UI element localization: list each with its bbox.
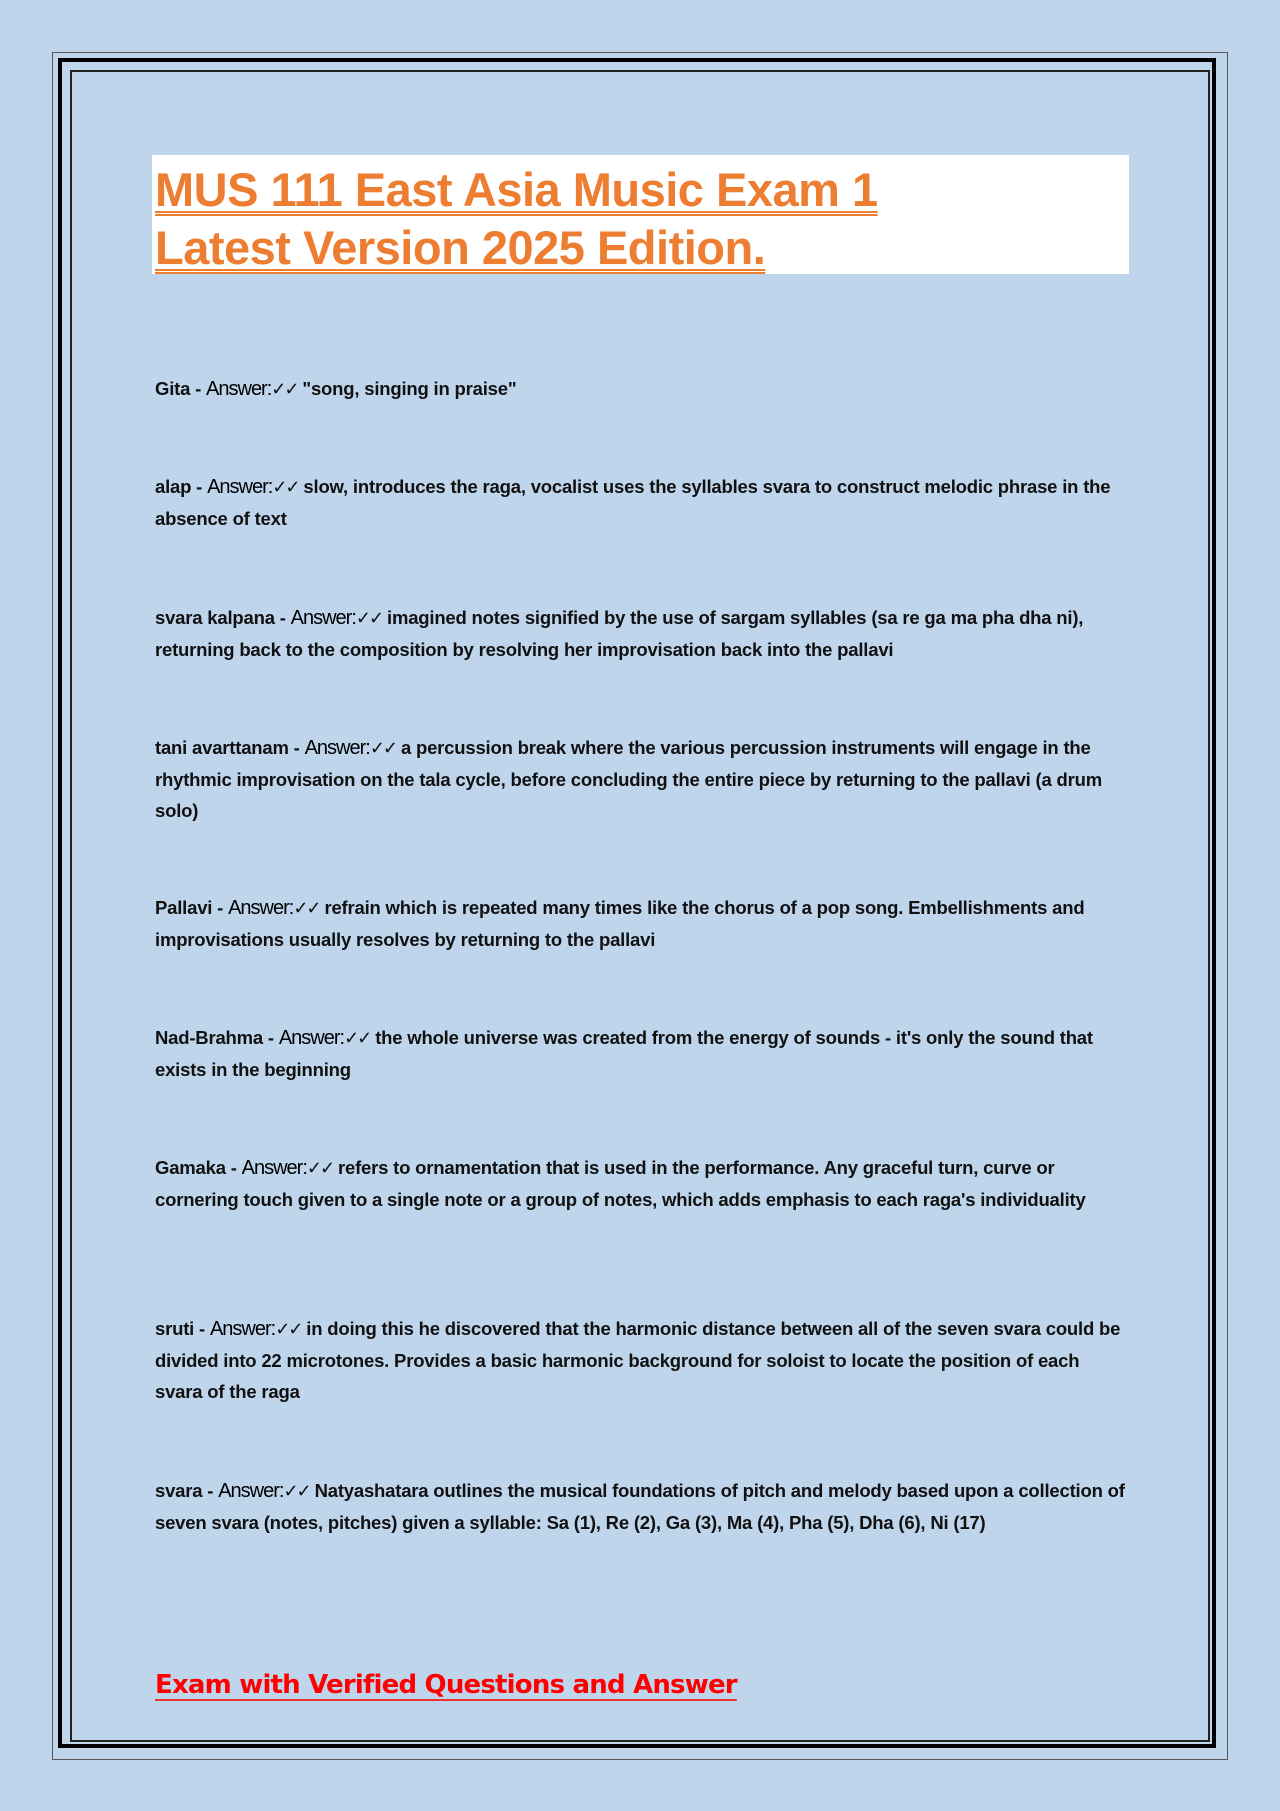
answer-text: imagined notes signified by the use of sargam syllables (sa re ga ma pha dha ni), returning back to the composition by resolving her improvisation back into the pallavi xyxy=(155,607,1084,660)
answer-label: Answer: xyxy=(228,897,294,919)
answer-text: slow, introduces the raga, vocalist uses the syllables svara to construct melodic phrase in the absence of text xyxy=(155,476,1111,529)
answer-text: refers to ornamentation that is used in the performance. Any graceful turn, curve or cornering touch given to a single note or a group of notes, which adds emphasis to each raga's individuality xyxy=(155,1157,1086,1210)
answer-text: in doing this he discovered that the harmonic distance between all of the seven svara could be divided into 22 microtones. Provides a basic harmonic background for soloist to locate the position of each svara of the raga xyxy=(155,1318,1121,1402)
check-icon: ✓✓ xyxy=(272,477,299,497)
qa-item xyxy=(155,1475,1130,1538)
answer-label: Answer: xyxy=(207,476,273,498)
qa-item xyxy=(155,1022,1130,1085)
title-line-2: Latest Version 2025 Edition. xyxy=(155,221,766,274)
answer-label: Answer: xyxy=(206,378,272,400)
term: Nad-Brahma - xyxy=(155,1027,279,1048)
check-icon: ✓✓ xyxy=(275,1319,302,1339)
answer-text: refrain which is repeated many times like the chorus of a pop song. Embellishments and improvisations usually resolves by returning to the pallavi xyxy=(155,897,1085,950)
answer-label: Answer: xyxy=(278,1027,345,1049)
qa-item xyxy=(155,1152,1130,1215)
term: svara - xyxy=(155,1480,219,1501)
title-box xyxy=(152,155,1129,274)
qa-item xyxy=(155,1313,1130,1407)
check-icon: ✓✓ xyxy=(369,738,397,758)
term: Gita - xyxy=(155,378,207,399)
qa-item xyxy=(155,373,1130,405)
term: sruti - xyxy=(155,1318,210,1339)
check-icon: ✓✓ xyxy=(271,379,298,399)
qa-item xyxy=(155,732,1130,826)
answer-label: Answer: xyxy=(218,1480,284,1502)
answer-text: Natyashatara outlines the musical foundations of pitch and melody based upon a collection of seven svara (notes, pitches) given a syllable: Sa (1), Re (2), Ga (3), Ma (4), Pha (5), Dha (6), Ni (17) xyxy=(155,1480,1125,1533)
qa-item xyxy=(155,892,1130,955)
answer-label: Answer: xyxy=(304,737,370,759)
answer-label: Answer: xyxy=(241,1157,307,1179)
check-icon: ✓✓ xyxy=(293,898,320,918)
term: Gamaka - xyxy=(155,1157,242,1178)
check-icon: ✓✓ xyxy=(283,1481,310,1501)
title-line-1: MUS 111 East Asia Music Exam 1 xyxy=(155,163,878,216)
answer-label: Answer: xyxy=(209,1318,276,1340)
term: tani avarttanam - xyxy=(155,737,305,758)
answer-text: a percussion break where the various percussion instruments will engage in the rhythmic improvisation on the tala cycle, before concluding the entire piece by returning to the pallavi (a drum solo) xyxy=(155,737,1102,821)
footer-banner: Exam with Verified Questions and Answer xyxy=(155,1670,737,1700)
check-icon: ✓✓ xyxy=(355,608,383,628)
answer-text: the whole universe was created from the energy of sounds - it's only the sound that exists in the beginning xyxy=(155,1027,1093,1080)
term: alap - xyxy=(155,476,208,497)
document-title xyxy=(152,155,1129,277)
term: Pallavi - xyxy=(155,897,229,918)
term: svara kalpana - xyxy=(155,607,291,628)
qa-item xyxy=(155,602,1130,665)
qa-item xyxy=(155,471,1130,534)
answer-text: "song, singing in praise" xyxy=(297,378,517,399)
check-icon: ✓✓ xyxy=(344,1028,371,1048)
answer-label: Answer: xyxy=(290,607,356,629)
check-icon: ✓✓ xyxy=(306,1158,334,1178)
